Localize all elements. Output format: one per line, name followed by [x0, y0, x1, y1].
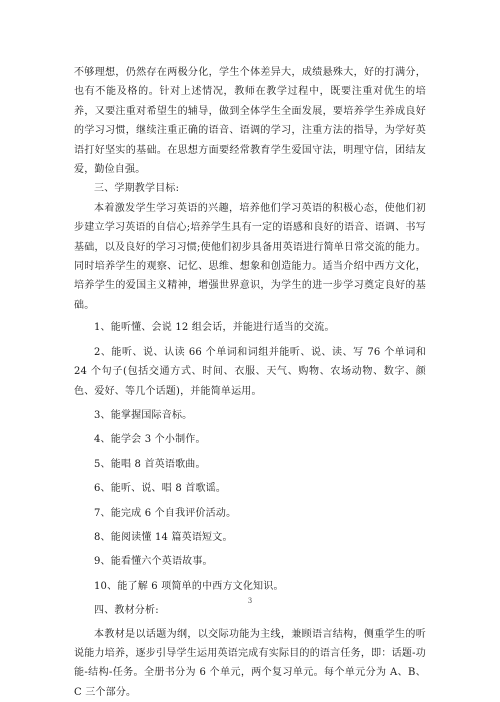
document-body [74, 63, 426, 702]
goal-item: 1、能听懂、会说 12 组会话，并能进行适当的交流。 [94, 322, 335, 334]
goal-item: 7、能完成 6 个自我评价活动。 [94, 507, 237, 519]
goal-item: 8、能阅读懂 14 篇英语短文。 [94, 531, 233, 543]
page-number: 3 [247, 597, 253, 605]
section-heading-4: 四、教材分析: [94, 605, 159, 617]
paragraph-intro: 不够理想，仍然存在两极分化，学生个体差异大，成绩悬殊大，好的打满分，也有不能及格的。针对上述情况，教师在教学过程中，既要注重对优生的培养，又要注重对希望生的辅导，做到全体学生全面发展，要培养学生养成良好的学习习惯，继续注重正确的语音、语调的学习，注重方法的指导，为学好英语打好坚实的基础。在思想方面要经常教育学生爱国守法，明理守信，团结友爱，勤俭自强。 [74, 67, 426, 176]
goal-item: 10、能了解 6 项简单的中西方文化知识。 [94, 580, 284, 592]
goal-item: 2、能听、说、认读 66 个单词和词组并能听、说、读、写 76 个单词和 24 个句子(包括交通方式、时间、衣服、天气、购物、农场动物、数字、颜色、爱好、等几个话题)，并能简单运用。 [74, 346, 426, 397]
goal-item: 6、能听、说、唱 8 首歌谣。 [94, 483, 227, 495]
paragraph-textbook-analysis: 本教材是以话题为纲，以交际功能为主线，兼顾语言结构，侧重学生的听说能力培养，逐步引导学生运用英语完成有实际目的的语言任务，即：话题-功能-结构-任务。全册书分为 6 个单元，两个复习单元。每个单元分为 A、B、C 三个部分。 [74, 628, 426, 698]
goal-item: 9、能看懂六个英语故事。 [94, 556, 213, 568]
goal-item: 5、能唱 8 首英语歌曲。 [94, 458, 206, 470]
section-heading-3: 三、学期教学目标: [94, 183, 180, 195]
paragraph-teaching-goals: 本着激发学生学习英语的兴趣，培养他们学习英语的积极心态，使他们初步建立学习英语的自信心;培养学生具有一定的语感和良好的语音、语调、书写基础，以及良好的学习习惯;使他们初步具备用英语进行简单日常交流的能力。同时培养学生的观察、记忆、思维、想象和创造能力。适当介绍中西方文化，培养学生的爱国主义精神，增强世界意识，为学生的进一步学习奠定良好的基础。 [74, 202, 426, 311]
goal-item: 3、能掌握国际音标。 [94, 409, 193, 421]
goal-item: 4、能学会 3 个小制作。 [94, 434, 206, 446]
